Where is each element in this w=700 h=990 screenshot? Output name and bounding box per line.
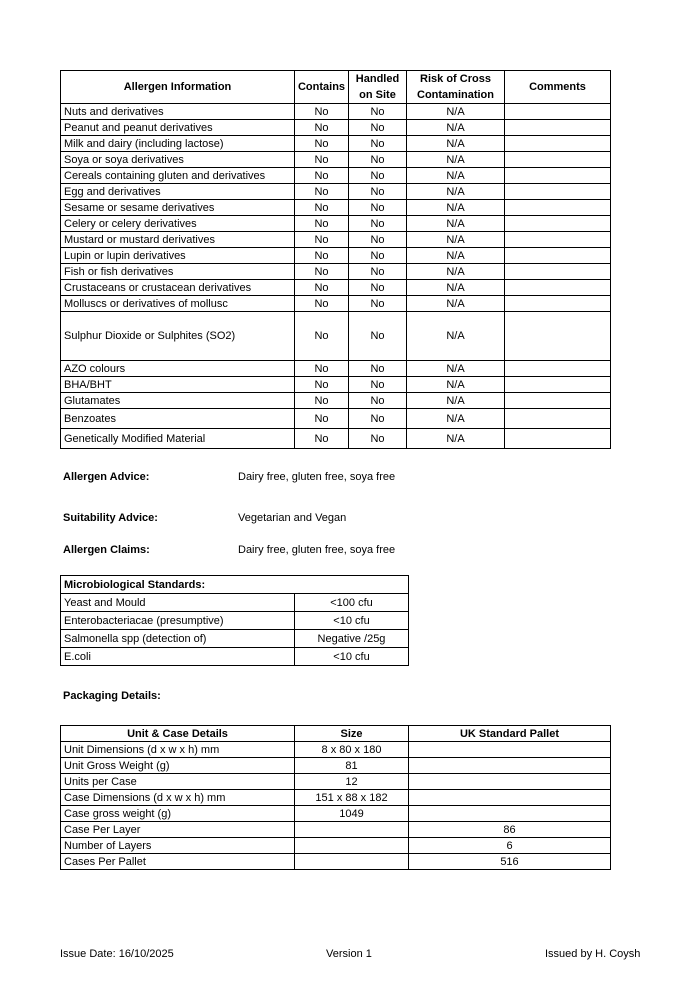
- allergen-risk: N/A: [407, 216, 505, 232]
- micro-table: [60, 575, 409, 666]
- table-row: [61, 296, 611, 312]
- allergen-risk: N/A: [407, 104, 505, 120]
- table-row: [61, 409, 611, 429]
- allergen-name: Glutamates: [61, 393, 295, 409]
- micro-name: Salmonella spp (detection of): [61, 630, 295, 648]
- allergen-contains: No: [295, 429, 349, 449]
- allergen-risk: N/A: [407, 168, 505, 184]
- allergen-risk: N/A: [407, 264, 505, 280]
- allergen-comments: [505, 184, 611, 200]
- table-row: [61, 612, 409, 630]
- packaging-header-details: Unit & Case Details: [61, 726, 295, 742]
- allergen-comments: [505, 409, 611, 429]
- allergen-contains: No: [295, 184, 349, 200]
- packaging-size: 1049: [295, 806, 409, 822]
- allergen-handled: No: [349, 168, 407, 184]
- allergen-contains: No: [295, 232, 349, 248]
- allergen-name: Soya or soya derivatives: [61, 152, 295, 168]
- allergen-handled: No: [349, 393, 407, 409]
- allergen-handled: No: [349, 312, 407, 361]
- table-row: [61, 104, 611, 120]
- allergen-handled: No: [349, 248, 407, 264]
- allergen-name: Benzoates: [61, 409, 295, 429]
- allergen-name: Celery or celery derivatives: [61, 216, 295, 232]
- allergen-handled: No: [349, 264, 407, 280]
- packaging-name: Case Per Layer: [61, 822, 295, 838]
- allergen-name: Lupin or lupin derivatives: [61, 248, 295, 264]
- allergen-comments: [505, 393, 611, 409]
- table-row: [61, 377, 611, 393]
- allergen-name: Milk and dairy (including lactose): [61, 136, 295, 152]
- allergen-comments: [505, 429, 611, 449]
- table-row: [61, 393, 611, 409]
- packaging-pallet: [409, 758, 611, 774]
- table-row: [61, 594, 409, 612]
- allergen-comments: [505, 200, 611, 216]
- micro-name: Enterobacteriacae (presumptive): [61, 612, 295, 630]
- packaging-name: Unit Gross Weight (g): [61, 758, 295, 774]
- allergen-contains: No: [295, 216, 349, 232]
- packaging-pallet: 86: [409, 822, 611, 838]
- allergen-contains: No: [295, 104, 349, 120]
- table-row: [61, 168, 611, 184]
- allergen-name: Fish or fish derivatives: [61, 264, 295, 280]
- table-row: [61, 248, 611, 264]
- micro-value: <10 cfu: [295, 612, 409, 630]
- allergen-contains: No: [295, 296, 349, 312]
- allergen-handled: No: [349, 361, 407, 377]
- allergen-risk: N/A: [407, 361, 505, 377]
- packaging-pallet: 516: [409, 854, 611, 870]
- table-row: [61, 822, 611, 838]
- allergen-risk: N/A: [407, 312, 505, 361]
- allergen-contains: No: [295, 200, 349, 216]
- allergen-header-comments: Comments: [505, 71, 611, 104]
- packaging-name: Number of Layers: [61, 838, 295, 854]
- micro-title-row: [61, 576, 409, 594]
- allergen-header-risk: Risk of Cross Contamination: [407, 71, 505, 104]
- footer-issue-date: Issue Date: 16/10/2025: [60, 948, 174, 960]
- footer-version: Version 1: [326, 948, 372, 960]
- packaging-header-row: [61, 726, 611, 742]
- allergen-handled: No: [349, 200, 407, 216]
- allergen-name: Molluscs or derivatives of mollusc: [61, 296, 295, 312]
- allergen-name: Peanut and peanut derivatives: [61, 120, 295, 136]
- allergen-handled: No: [349, 136, 407, 152]
- allergen-risk: N/A: [407, 409, 505, 429]
- allergen-risk: N/A: [407, 232, 505, 248]
- table-row: [61, 280, 611, 296]
- packaging-name: Units per Case: [61, 774, 295, 790]
- allergen-risk: N/A: [407, 296, 505, 312]
- packaging-name: Case gross weight (g): [61, 806, 295, 822]
- allergen-comments: [505, 296, 611, 312]
- allergen-claims-value: Dairy free, gluten free, soya free: [238, 544, 396, 556]
- allergen-handled: No: [349, 377, 407, 393]
- table-row: [61, 758, 611, 774]
- allergen-handled: No: [349, 409, 407, 429]
- table-row: [61, 648, 409, 666]
- suitability-advice-value: Vegetarian and Vegan: [238, 512, 347, 524]
- micro-title: Microbiological Standards:: [61, 576, 409, 594]
- table-row: [61, 630, 409, 648]
- allergen-contains: No: [295, 264, 349, 280]
- packaging-size: 81: [295, 758, 409, 774]
- allergen-handled: No: [349, 184, 407, 200]
- table-row: [61, 312, 611, 361]
- footer-issued-by: Issued by H. Coysh: [545, 948, 641, 960]
- micro-value: <10 cfu: [295, 648, 409, 666]
- allergen-comments: [505, 232, 611, 248]
- table-row: [61, 838, 611, 854]
- table-row: [61, 790, 611, 806]
- allergen-contains: No: [295, 168, 349, 184]
- table-row: [61, 361, 611, 377]
- packaging-pallet: 6: [409, 838, 611, 854]
- allergen-comments: [505, 248, 611, 264]
- allergen-contains: No: [295, 136, 349, 152]
- allergen-comments: [505, 280, 611, 296]
- table-row: [61, 200, 611, 216]
- allergen-name: Egg and derivatives: [61, 184, 295, 200]
- allergen-name: Nuts and derivatives: [61, 104, 295, 120]
- table-row: [61, 429, 611, 449]
- packaging-size: 8 x 80 x 180: [295, 742, 409, 758]
- allergen-risk: N/A: [407, 377, 505, 393]
- allergen-handled: No: [349, 429, 407, 449]
- allergen-name: Sesame or sesame derivatives: [61, 200, 295, 216]
- allergen-contains: No: [295, 361, 349, 377]
- allergen-table: [60, 70, 611, 449]
- packaging-pallet: [409, 742, 611, 758]
- allergen-comments: [505, 216, 611, 232]
- packaging-header-pallet: UK Standard Pallet: [409, 726, 611, 742]
- packaging-size: [295, 854, 409, 870]
- allergen-name: Genetically Modified Material: [61, 429, 295, 449]
- allergen-comments: [505, 120, 611, 136]
- allergen-risk: N/A: [407, 200, 505, 216]
- packaging-pallet: [409, 790, 611, 806]
- allergen-contains: No: [295, 152, 349, 168]
- allergen-header-name: Allergen Information: [61, 71, 295, 104]
- allergen-handled: No: [349, 216, 407, 232]
- allergen-name: Sulphur Dioxide or Sulphites (SO2): [61, 312, 295, 361]
- micro-value: Negative /25g: [295, 630, 409, 648]
- allergen-risk: N/A: [407, 429, 505, 449]
- allergen-contains: No: [295, 377, 349, 393]
- allergen-handled: No: [349, 120, 407, 136]
- allergen-contains: No: [295, 393, 349, 409]
- table-row: [61, 806, 611, 822]
- packaging-header-size: Size: [295, 726, 409, 742]
- allergen-risk: N/A: [407, 280, 505, 296]
- allergen-risk: N/A: [407, 184, 505, 200]
- allergen-contains: No: [295, 312, 349, 361]
- micro-value: <100 cfu: [295, 594, 409, 612]
- packaging-size: 12: [295, 774, 409, 790]
- allergen-header-contains: Contains: [295, 71, 349, 104]
- allergen-risk: N/A: [407, 136, 505, 152]
- table-row: [61, 120, 611, 136]
- allergen-name: Mustard or mustard derivatives: [61, 232, 295, 248]
- allergen-name: BHA/BHT: [61, 377, 295, 393]
- table-row: [61, 854, 611, 870]
- table-row: [61, 742, 611, 758]
- allergen-comments: [505, 312, 611, 361]
- packaging-name: Case Dimensions (d x w x h) mm: [61, 790, 295, 806]
- allergen-handled: No: [349, 152, 407, 168]
- packaging-title: Packaging Details:: [63, 690, 161, 702]
- allergen-handled: No: [349, 104, 407, 120]
- packaging-name: Cases Per Pallet: [61, 854, 295, 870]
- table-row: [61, 774, 611, 790]
- table-row: [61, 136, 611, 152]
- packaging-table: [60, 725, 611, 870]
- packaging-size: 151 x 88 x 182: [295, 790, 409, 806]
- table-row: [61, 184, 611, 200]
- allergen-header-handled: Handled on Site: [349, 71, 407, 104]
- allergen-claims-label: Allergen Claims:: [63, 544, 150, 556]
- allergen-advice-value: Dairy free, gluten free, soya free: [238, 471, 396, 483]
- allergen-contains: No: [295, 280, 349, 296]
- allergen-comments: [505, 104, 611, 120]
- allergen-handled: No: [349, 232, 407, 248]
- allergen-comments: [505, 168, 611, 184]
- allergen-name: Crustaceans or crustacean derivatives: [61, 280, 295, 296]
- allergen-name: Cereals containing gluten and derivatives: [61, 168, 295, 184]
- table-row: [61, 152, 611, 168]
- allergen-comments: [505, 152, 611, 168]
- table-row: [61, 264, 611, 280]
- allergen-risk: N/A: [407, 248, 505, 264]
- allergen-risk: N/A: [407, 393, 505, 409]
- packaging-name: Unit Dimensions (d x w x h) mm: [61, 742, 295, 758]
- allergen-risk: N/A: [407, 152, 505, 168]
- allergen-contains: No: [295, 409, 349, 429]
- allergen-contains: No: [295, 248, 349, 264]
- allergen-header-row: [61, 71, 611, 104]
- allergen-advice-label: Allergen Advice:: [63, 471, 150, 483]
- allergen-name: AZO colours: [61, 361, 295, 377]
- packaging-pallet: [409, 774, 611, 790]
- table-row: [61, 216, 611, 232]
- micro-name: Yeast and Mould: [61, 594, 295, 612]
- packaging-pallet: [409, 806, 611, 822]
- allergen-contains: No: [295, 120, 349, 136]
- table-row: [61, 232, 611, 248]
- allergen-handled: No: [349, 296, 407, 312]
- allergen-comments: [505, 136, 611, 152]
- allergen-comments: [505, 264, 611, 280]
- allergen-comments: [505, 361, 611, 377]
- suitability-advice-label: Suitability Advice:: [63, 512, 158, 524]
- micro-name: E.coli: [61, 648, 295, 666]
- allergen-handled: No: [349, 280, 407, 296]
- packaging-size: [295, 822, 409, 838]
- allergen-risk: N/A: [407, 120, 505, 136]
- packaging-size: [295, 838, 409, 854]
- allergen-comments: [505, 377, 611, 393]
